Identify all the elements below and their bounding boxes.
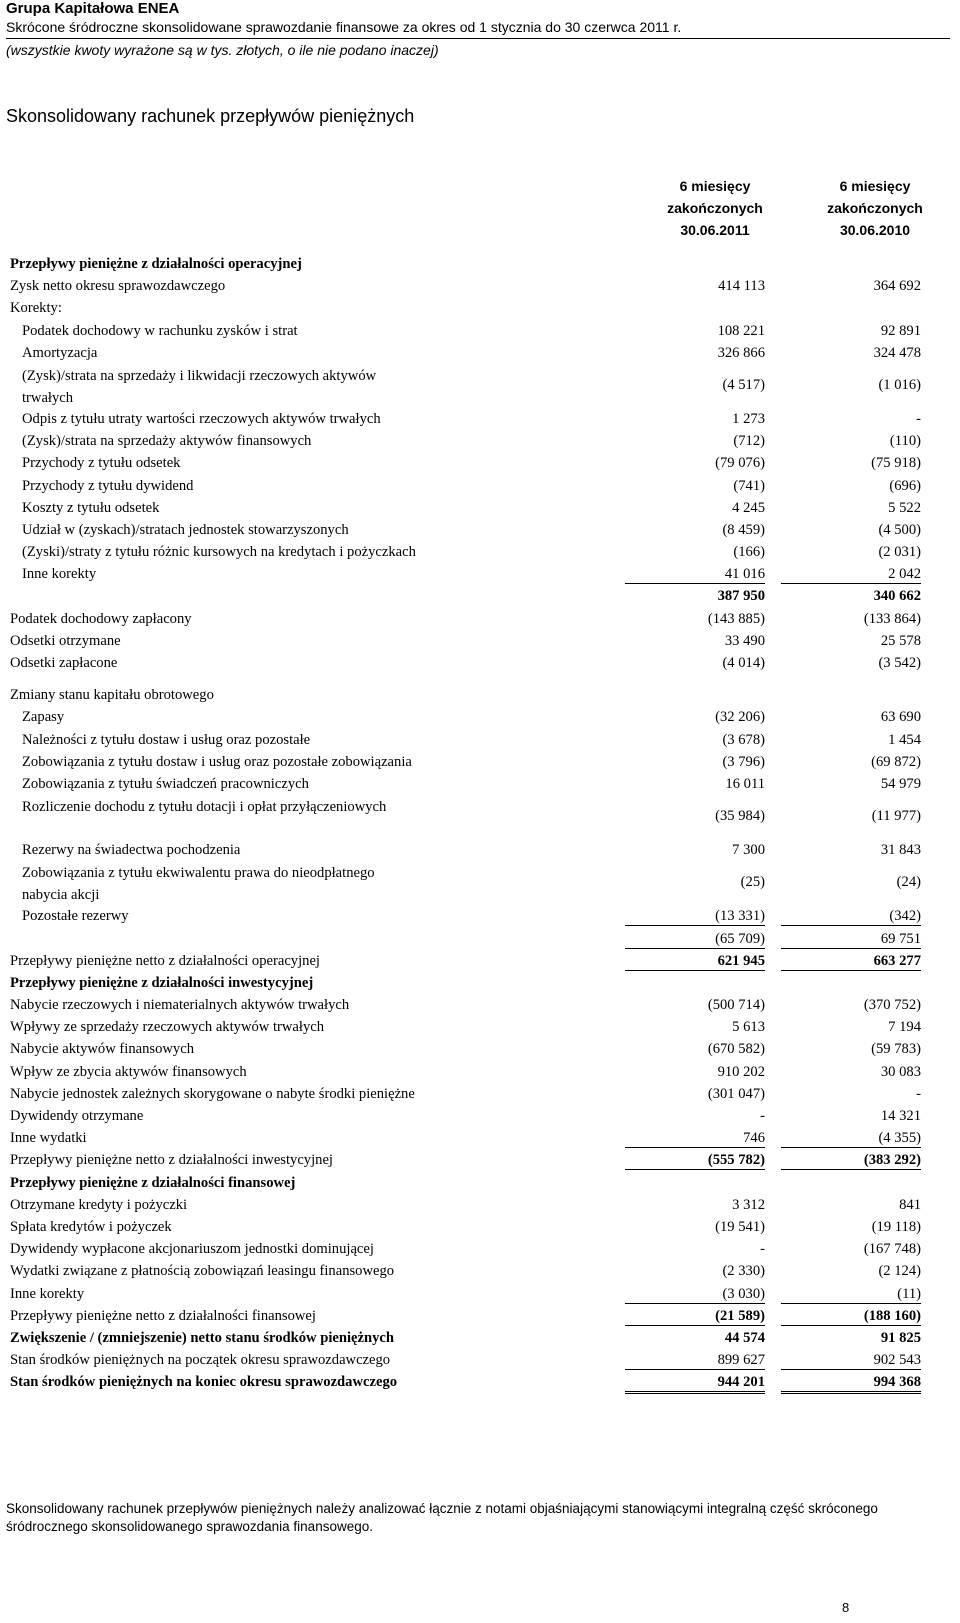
table-row xyxy=(0,653,960,675)
value-2010: 5 522 xyxy=(888,499,921,516)
row-label: Inne korekty xyxy=(22,566,97,583)
table-row xyxy=(0,343,960,365)
row-label: Podatek dochodowy w rachunku zysków i strat xyxy=(22,322,298,339)
row-label: (Zysk)/strata na sprzedaży aktywów finansowych xyxy=(22,433,312,450)
value-2010: 54 979 xyxy=(880,775,921,792)
value-2011: (21 589) xyxy=(625,1308,765,1326)
row-label: Przepływy pieniężne z działalności finansowej xyxy=(10,1174,296,1191)
row-label: Inne wydatki xyxy=(10,1130,87,1147)
row-label: Spłata kredytów i pożyczek xyxy=(10,1218,172,1235)
row-label: (Zyski)/straty z tytułu różnic kursowych na kredytach i pożyczkach xyxy=(22,544,416,561)
value-2010: (3 542) xyxy=(878,655,921,671)
value-2010: 91 825 xyxy=(880,1329,921,1346)
table-row xyxy=(0,707,960,729)
table-row xyxy=(0,1084,960,1106)
value-2011: 899 627 xyxy=(625,1352,765,1370)
value-2010: (24) xyxy=(896,874,921,891)
value-2010: 31 843 xyxy=(880,842,921,859)
value-2010: 364 692 xyxy=(873,278,921,295)
row-label: Wydatki związane z płatnością zobowiązań leasingu finansowego xyxy=(10,1263,395,1280)
cash-flow-table xyxy=(0,254,960,1394)
row-label: Zobowiązania z tytułu ekwiwalentu prawa do nieodpłatnego nabycia akcji xyxy=(22,865,375,904)
value-2010: 30 083 xyxy=(880,1063,921,1080)
value-2011: - xyxy=(760,1241,765,1258)
value-2011: 41 016 xyxy=(625,566,765,584)
value-2011: (3 796) xyxy=(722,753,765,770)
row-label: Nabycie rzeczowych i niematerialnych aktywów trwałych xyxy=(10,997,350,1014)
value-2011: (500 714) xyxy=(707,997,765,1014)
row-label: Udział w (zyskach)/stratach jednostek stowarzyszonych xyxy=(22,521,349,538)
table-row xyxy=(0,520,960,542)
table-row xyxy=(0,1195,960,1217)
value-2011: (8 459) xyxy=(722,521,765,538)
table-row xyxy=(0,1306,960,1328)
table-row xyxy=(0,796,960,840)
value-2010: (4 355) xyxy=(781,1130,921,1148)
value-2010: (2 031) xyxy=(878,544,921,561)
value-2010: (11 977) xyxy=(871,808,921,825)
table-row xyxy=(0,276,960,298)
table-row xyxy=(0,1284,960,1306)
row-label: Przepływy pieniężne z działalności operacyjnej xyxy=(10,256,302,272)
value-2011: 387 950 xyxy=(717,588,765,605)
row-label: Odsetki otrzymane xyxy=(10,632,121,649)
page-header xyxy=(6,0,950,58)
table-row xyxy=(0,254,960,276)
row-label: Rozliczenie dochodu z tytułu dotacji i opłat przyłączeniowych xyxy=(22,799,387,816)
row-label: Przepływy pieniężne netto z działalności inwestycyjnej xyxy=(10,1152,333,1169)
row-label: Przepływy pieniężne netto z działalności operacyjnej xyxy=(10,952,320,969)
value-2010: (59 783) xyxy=(871,1041,921,1058)
value-2010: (2 124) xyxy=(878,1263,921,1280)
value-2011: (4 014) xyxy=(722,655,765,671)
value-2011: (712) xyxy=(733,433,765,450)
value-2011: (301 047) xyxy=(707,1085,765,1102)
value-2011: 7 300 xyxy=(732,842,765,859)
value-2011: 746 xyxy=(625,1130,765,1148)
row-label: Przychody z tytułu dywidend xyxy=(22,477,194,494)
table-row xyxy=(0,730,960,752)
row-label: Zapasy xyxy=(22,709,65,726)
value-2011: (19 541) xyxy=(715,1218,765,1235)
value-2011: (25) xyxy=(740,874,765,891)
value-2011: 414 113 xyxy=(718,278,765,295)
value-2010: - xyxy=(916,410,921,427)
report-period: Skrócone śródroczne skonsolidowane sprawozdanie finansowe za okres od 1 stycznia do 30 czerwca 2011 r. xyxy=(6,19,682,35)
value-2010: (188 160) xyxy=(781,1308,921,1326)
table-row xyxy=(0,321,960,343)
table-row xyxy=(0,685,960,707)
row-label: Odsetki zapłacone xyxy=(10,655,118,671)
table-row xyxy=(0,862,960,906)
row-label: Przychody z tytułu odsetek xyxy=(22,455,181,472)
table-row xyxy=(0,1150,960,1172)
row-label: Koszty z tytułu odsetek xyxy=(22,499,160,516)
value-2011: 33 490 xyxy=(724,632,765,649)
value-2011: 621 945 xyxy=(625,953,765,971)
value-2011: (3 030) xyxy=(625,1286,765,1304)
value-2011: (3 678) xyxy=(722,731,765,748)
table-row xyxy=(0,1217,960,1239)
value-2010: 994 368 xyxy=(781,1374,921,1394)
row-label: Odpis z tytułu utraty wartości rzeczowych aktywów trwałych xyxy=(22,410,381,427)
table-row xyxy=(0,498,960,520)
value-2011: - xyxy=(760,1108,765,1124)
table-row xyxy=(0,774,960,796)
value-2011: 5 613 xyxy=(732,1019,765,1036)
table-row xyxy=(0,409,960,431)
value-2010: (383 292) xyxy=(781,1152,921,1170)
table-row xyxy=(0,431,960,453)
value-2010: 841 xyxy=(899,1196,921,1213)
amounts-note: (wszystkie kwoty wyrażone są w tys. złotych, o ile nie podano inaczej) xyxy=(6,42,439,58)
table-row xyxy=(0,1039,960,1061)
value-2011: (4 517) xyxy=(722,376,765,393)
value-2010: (696) xyxy=(889,477,921,494)
table-row xyxy=(0,1128,960,1150)
row-label: Inne korekty xyxy=(10,1285,85,1302)
row-label: Wpływy ze sprzedaży rzeczowych aktywów trwałych xyxy=(10,1019,325,1036)
row-label: Zysk netto okresu sprawozdawczego xyxy=(10,278,226,295)
row-label: Zmiany stanu kapitału obrotowego xyxy=(10,687,214,704)
value-2011: (555 782) xyxy=(625,1152,765,1170)
value-2011: (65 709) xyxy=(625,931,765,949)
table-row xyxy=(0,929,960,951)
table-row xyxy=(0,973,960,995)
table-row xyxy=(0,453,960,475)
header-rule xyxy=(6,38,950,39)
value-2010: (69 872) xyxy=(871,753,921,770)
value-2010: 7 194 xyxy=(888,1019,921,1036)
table-row xyxy=(0,1261,960,1283)
value-2010: (4 500) xyxy=(878,521,921,538)
row-label: Dywidendy otrzymane xyxy=(10,1108,144,1124)
value-2011: (741) xyxy=(733,477,765,494)
row-label: Nabycie jednostek zależnych skorygowane o nabyte środki pieniężne xyxy=(10,1085,415,1102)
table-row xyxy=(0,1017,960,1039)
value-2011: (670 582) xyxy=(707,1041,765,1058)
table-row xyxy=(0,1062,960,1084)
row-label: Rezerwy na świadectwa pochodzenia xyxy=(22,842,241,859)
value-2011: 1 273 xyxy=(732,410,765,427)
company-name: Grupa Kapitałowa ENEA xyxy=(6,0,180,17)
table-row xyxy=(0,586,960,608)
value-2011: (35 984) xyxy=(715,808,765,825)
value-2010: 1 454 xyxy=(888,731,921,748)
row-label: Zobowiązania z tytułu dostaw i usług oraz pozostałe zobowiązania xyxy=(22,753,412,770)
table-row xyxy=(0,298,960,320)
value-2011: 944 201 xyxy=(625,1374,765,1394)
value-2010: (1 016) xyxy=(878,376,921,393)
value-2010: 92 891 xyxy=(880,322,921,339)
table-row xyxy=(0,675,960,685)
row-label: Należności z tytułu dostaw i usług oraz pozostałe xyxy=(22,731,311,748)
table-row xyxy=(0,951,960,973)
page-title: Skonsolidowany rachunek przepływów pieniężnych xyxy=(6,106,415,126)
value-2011: 4 245 xyxy=(732,499,765,516)
table-row xyxy=(0,609,960,631)
table-row xyxy=(0,1239,960,1261)
value-2011: (13 331) xyxy=(625,908,765,926)
footer-note: Skonsolidowany rachunek przepływów pieniężnych należy analizować łącznie z notami objaśniającymi stanowiącymi integralną część skróconego śródrocznego skonsolidowanego sprawozdania finansowego. xyxy=(6,1501,878,1534)
value-2010: 2 042 xyxy=(781,566,921,584)
value-2010: 324 478 xyxy=(873,344,921,361)
value-2010: (110) xyxy=(889,433,921,450)
table-row xyxy=(0,995,960,1017)
row-label: (Zysk)/strata na sprzedaży i likwidacji rzeczowych aktywów trwałych xyxy=(22,367,377,406)
table-row xyxy=(0,1372,960,1394)
value-2010: 340 662 xyxy=(873,588,921,605)
value-2011: 910 202 xyxy=(717,1063,765,1080)
value-2010: - xyxy=(916,1085,921,1102)
value-2010: 69 751 xyxy=(781,931,921,949)
value-2011: (32 206) xyxy=(715,709,765,726)
table-row xyxy=(0,1328,960,1350)
value-2011: (2 330) xyxy=(722,1263,765,1280)
value-2010: 663 277 xyxy=(781,953,921,971)
row-label: Przepływy pieniężne netto z działalności finansowej xyxy=(10,1307,316,1324)
value-2011: (79 076) xyxy=(715,455,765,472)
row-label: Korekty: xyxy=(10,300,62,317)
row-label: Przepływy pieniężne z działalności inwestycyjnej xyxy=(10,974,314,991)
row-label: Amortyzacja xyxy=(22,344,98,361)
value-2010: 14 321 xyxy=(880,1108,921,1124)
value-2011: 326 866 xyxy=(717,344,765,361)
value-2011: 16 011 xyxy=(725,775,765,792)
value-2010: (11) xyxy=(781,1286,921,1304)
table-row xyxy=(0,1106,960,1128)
table-row xyxy=(0,476,960,498)
value-2010: (133 864) xyxy=(863,610,921,627)
row-label: Podatek dochodowy zapłacony xyxy=(10,610,192,627)
table-row xyxy=(0,542,960,564)
row-label: Wpływ ze zbycia aktywów finansowych xyxy=(10,1063,247,1080)
value-2010: (167 748) xyxy=(863,1241,921,1258)
row-label: Zwiększenie / (zmniejszenie) netto stanu środków pieniężnych xyxy=(10,1329,395,1346)
row-label: Pozostałe rezerwy xyxy=(22,908,129,925)
value-2010: (370 752) xyxy=(863,997,921,1014)
table-row xyxy=(0,564,960,586)
table-row xyxy=(0,906,960,928)
value-2011: 44 574 xyxy=(724,1329,765,1346)
value-2010: 63 690 xyxy=(880,709,921,726)
row-label: Stan środków pieniężnych na koniec okresu sprawozdawczego xyxy=(10,1374,398,1391)
table-row xyxy=(0,840,960,862)
page-number: 8 xyxy=(842,1600,850,1615)
value-2010: (75 918) xyxy=(871,455,921,472)
row-label: Zobowiązania z tytułu świadczeń pracowniczych xyxy=(22,775,309,792)
value-2011: 108 221 xyxy=(717,322,765,339)
row-label: Dywidendy wypłacone akcjonariuszom jednostki dominującej xyxy=(10,1241,374,1258)
value-2010: 902 543 xyxy=(781,1352,921,1370)
value-2011: 3 312 xyxy=(732,1196,765,1213)
row-label: Otrzymane kredyty i pożyczki xyxy=(10,1196,188,1213)
table-row xyxy=(0,631,960,653)
row-label: Stan środków pieniężnych na początek okresu sprawozdawczego xyxy=(10,1352,391,1369)
table-row xyxy=(0,1173,960,1195)
value-2010: (342) xyxy=(781,908,921,926)
table-row xyxy=(0,365,960,409)
value-2010: (19 118) xyxy=(871,1218,921,1235)
row-label: Nabycie aktywów finansowych xyxy=(10,1041,194,1058)
column-header-2011: 6 miesięcy zakończonych 30.06.2011 xyxy=(667,178,763,238)
value-2010: 25 578 xyxy=(880,632,921,649)
table-row xyxy=(0,1350,960,1372)
value-2011: (166) xyxy=(733,544,765,561)
value-2011: (143 885) xyxy=(707,610,765,627)
table-row xyxy=(0,752,960,774)
column-header-2010: 6 miesięcy zakończonych 30.06.2010 xyxy=(827,178,923,238)
